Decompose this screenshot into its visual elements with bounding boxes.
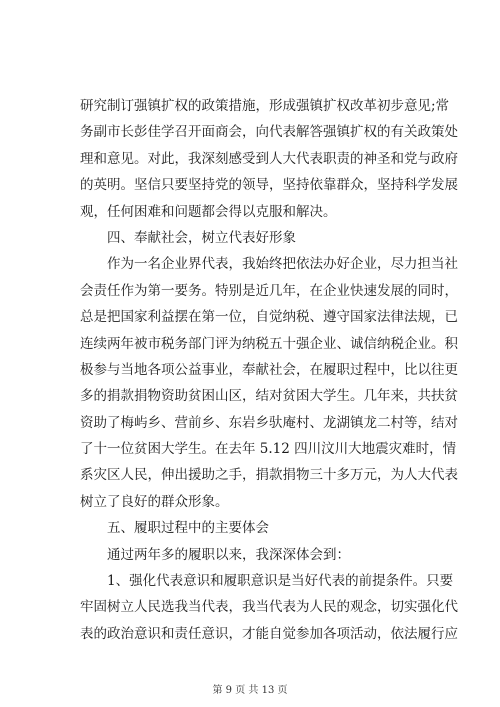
text-line: 资助了梅屿乡、营前乡、东岩乡驮庵村、龙湖镇龙二村等，结对 [80, 414, 458, 431]
text-line: 的英明。坚信只要坚持党的领导，坚持依靠群众，坚持科学发展 [80, 177, 458, 194]
page-footer [0, 681, 500, 696]
text-line: 极参与当地各项公益事业，奉献社会，在履职过程中，比以往更 [80, 361, 458, 378]
text-line: 连续两年被市税务部门评为纳税五十强企业、诚信纳税企业。积 [80, 335, 458, 352]
page-number-label: 第 9 页 共 13 页 [212, 685, 288, 696]
document-body [80, 93, 458, 647]
text-line: 作为一名企业界代表，我始终把依法办好企业，尽力担当社 [107, 256, 458, 273]
text-line: 多的捐款捐物资助贫困山区，结对贫困大学生。几年来，共扶贫 [80, 388, 458, 405]
text-line: 1、强化代表意识和履职意识是当好代表的前提条件。只要 [107, 573, 454, 590]
text-line: 系灾区人民，伸出援助之手，捐款捐物三十多万元，为人大代表 [80, 467, 458, 484]
text-line: 观，任何困难和问题都会得以克服和解决。 [80, 203, 337, 220]
text-line: 牢固树立人民选我当代表，我当代表为人民的观念，切实强化代 [80, 599, 458, 616]
text-line: 通过两年多的履职以来，我深深体会到： [107, 546, 350, 563]
text-line: 务副市长彭佳学召开面商会，向代表解答强镇扩权的有关政策处 [80, 124, 458, 141]
text-line: 理和意见。对此，我深刻感受到人大代表职责的神圣和党与政府 [80, 150, 458, 167]
text-line: 会责任作为第一要务。特别是近几年，在企业快速发展的同时， [80, 282, 458, 299]
text-line: 表的政治意识和责任意识，才能自觉参加各项活动，依法履行应 [80, 625, 458, 642]
text-line: 树立了良好的群众形象。 [80, 493, 229, 510]
text-line: 了十一位贫困大学生。在去年 5.12 四川汶川大地震灾难时，情 [80, 441, 457, 458]
text-line: 研究制订强镇扩权的政策措施，形成强镇扩权改革初步意见;常 [80, 98, 450, 114]
text-line: 总是把国家利益摆在第一位，自觉纳税、遵守国家法律法规，已 [80, 309, 458, 326]
section-heading: 五、履职过程中的主要体会 [107, 520, 269, 537]
section-heading: 四、奉献社会，树立代表好形象 [107, 229, 296, 246]
